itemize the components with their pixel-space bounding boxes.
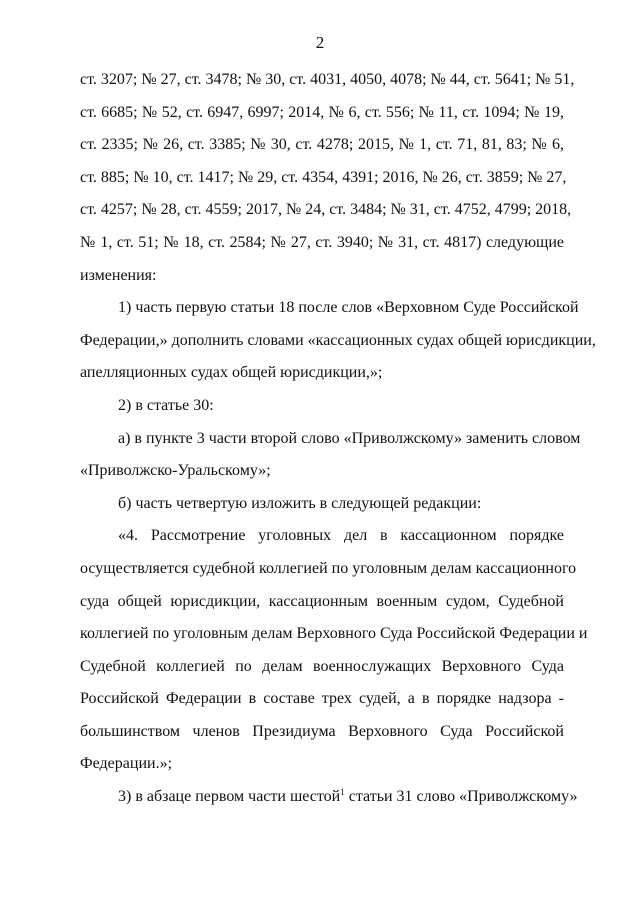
text-segment: статьи 31 слово «Приволжскому»: [344, 788, 578, 806]
text-line-with-superscript: [80, 781, 578, 814]
page-number: 2: [315, 33, 325, 52]
text-line: «4. Рассмотрение уголовных дел в кассационном порядке: [118, 527, 564, 545]
text-line: «Приволжско-Уральскому»;: [80, 462, 271, 480]
text-line: ст. 4257; № 28, ст. 4559; 2017, № 24, ст. 3484; № 31, ст. 4752, 4799; 2018,: [80, 201, 572, 219]
text-line: осуществляется судебной коллегией по уголовным делам кассационного: [80, 559, 577, 577]
text-line: а) в пункте 3 части второй слово «Приволжскому» заменить словом: [118, 429, 581, 447]
text-line: Федерации,» дополнить словами «кассационных судах общей юрисдикции,: [80, 331, 596, 349]
text-line: 1) часть первую статьи 18 после слов «Верховном Суде Российской: [118, 299, 579, 317]
text-line: № 1, ст. 51; № 18, ст. 2584; № 27, ст. 3940; № 31, ст. 4817) следующие: [80, 233, 564, 251]
text-line: ст. 3207; № 27, ст. 3478; № 30, ст. 4031, 4050, 4078; № 44, ст. 5641; № 51,: [80, 71, 575, 88]
text-segment: 3) в абзаце первом части шестой: [118, 788, 341, 806]
text-line: ст. 6685; № 52, ст. 6947, 6997; 2014, № 6, ст. 556; № 11, ст. 1094; № 19,: [80, 103, 564, 121]
text-line: ст. 885; № 10, ст. 1417; № 29, ст. 4354, 4391; 2016, № 26, ст. 3859; № 27,: [80, 168, 567, 186]
text-line: изменения:: [80, 266, 157, 284]
text-line: большинством членов Президиума Верховного Суда Российской: [80, 722, 564, 740]
text-line: суда общей юрисдикции, кассационным военным судом, Судебной: [80, 592, 564, 610]
text-line: Федерации.»;: [80, 755, 173, 773]
text-line: Российской Федерации в составе трех судей, а в порядке надзора -: [80, 690, 564, 708]
text-line: 2) в статье 30:: [118, 396, 214, 414]
text-line: Судебной коллегией по делам военнослужащих Верховного Суда: [80, 657, 564, 675]
superscript: 1: [340, 787, 345, 798]
text-line: б) часть четвертую изложить в следующей редакции:: [118, 494, 482, 512]
text-line: коллегией по уголовным делам Верховного Суда Российской Федерации и: [80, 625, 588, 643]
text-line: апелляционных судах общей юрисдикции,»;: [80, 364, 383, 382]
document-body: [80, 64, 596, 814]
text-line: ст. 2335; № 26, ст. 3385; № 30, ст. 4278; 2015, № 1, ст. 71, 81, 83; № 6,: [80, 136, 564, 154]
